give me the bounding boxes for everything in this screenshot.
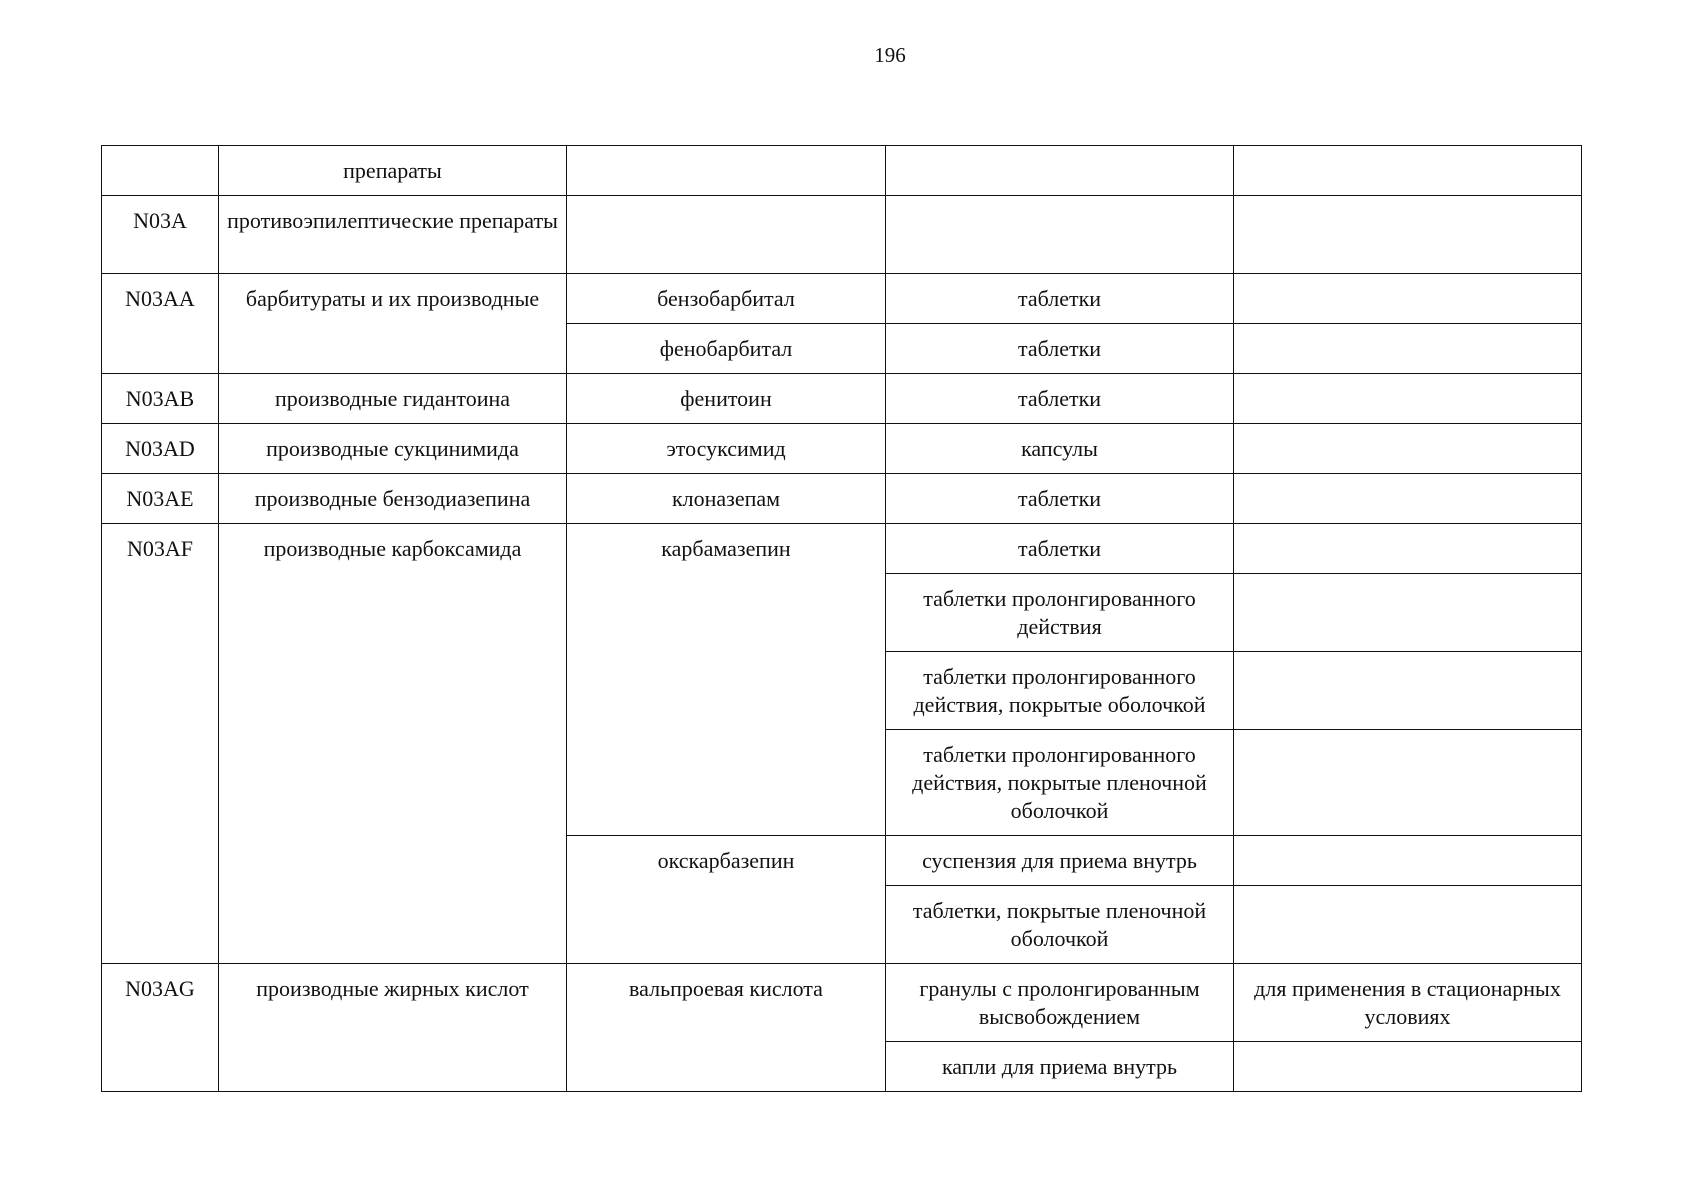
form-cell: таблетки пролонгированного действия <box>886 574 1234 652</box>
group-cell: производные карбоксамида <box>219 524 567 964</box>
note-cell <box>1234 474 1582 524</box>
drug-table <box>101 145 1582 1092</box>
substance-cell <box>567 196 886 274</box>
form-cell <box>886 196 1234 274</box>
note-cell <box>1234 324 1582 374</box>
form-cell: таблетки <box>886 524 1234 574</box>
page-number: 196 <box>874 43 906 67</box>
note-cell <box>1234 424 1582 474</box>
form-cell: таблетки <box>886 474 1234 524</box>
substance-cell: карбамазепин <box>567 524 886 836</box>
note-cell <box>1234 524 1582 574</box>
note-cell <box>1234 652 1582 730</box>
substance-cell: бензобарбитал <box>567 274 886 324</box>
group-cell: производные бензодиазепина <box>219 474 567 524</box>
atc-code-cell: N03AG <box>102 964 219 1092</box>
substance-cell: клоназепам <box>567 474 886 524</box>
table-row <box>102 274 1582 324</box>
form-cell: таблетки <box>886 274 1234 324</box>
note-cell <box>1234 730 1582 836</box>
table-row <box>102 964 1582 1042</box>
table-row <box>102 474 1582 524</box>
substance-cell: вальпроевая кислота <box>567 964 886 1092</box>
note-cell <box>1234 886 1582 964</box>
table-row <box>102 424 1582 474</box>
table-row <box>102 374 1582 424</box>
substance-cell: фенитоин <box>567 374 886 424</box>
table-row <box>102 196 1582 274</box>
group-cell: производные гидантоина <box>219 374 567 424</box>
note-cell <box>1234 1042 1582 1092</box>
form-cell: таблетки <box>886 374 1234 424</box>
note-cell <box>1234 374 1582 424</box>
table-row <box>102 146 1582 196</box>
group-cell: препараты <box>219 146 567 196</box>
form-cell: капсулы <box>886 424 1234 474</box>
form-cell <box>886 146 1234 196</box>
atc-code-cell: N03A <box>102 196 219 274</box>
substance-cell: фенобарбитал <box>567 324 886 374</box>
atc-code-cell: N03AE <box>102 474 219 524</box>
substance-cell <box>567 146 886 196</box>
group-cell: производные сукцинимида <box>219 424 567 474</box>
form-cell: таблетки, покрытые пленочной оболочкой <box>886 886 1234 964</box>
note-cell: для применения в стационарных условиях <box>1234 964 1582 1042</box>
atc-code-cell: N03AD <box>102 424 219 474</box>
atc-code-cell: N03AA <box>102 274 219 374</box>
note-cell <box>1234 836 1582 886</box>
group-cell: производные жирных кислот <box>219 964 567 1092</box>
form-cell: суспензия для приема внутрь <box>886 836 1234 886</box>
substance-cell: окскарбазепин <box>567 836 886 964</box>
note-cell <box>1234 574 1582 652</box>
atc-code-cell: N03AB <box>102 374 219 424</box>
group-cell: барбитураты и их производные <box>219 274 567 374</box>
form-cell: таблетки пролонгированного действия, покрытые пленочной оболочкой <box>886 730 1234 836</box>
table-row <box>102 524 1582 574</box>
note-cell <box>1234 196 1582 274</box>
form-cell: гранулы с пролонгированным высвобождением <box>886 964 1234 1042</box>
form-cell: таблетки пролонгированного действия, покрытые оболочкой <box>886 652 1234 730</box>
note-cell <box>1234 146 1582 196</box>
atc-code-cell <box>102 146 219 196</box>
form-cell: капли для приема внутрь <box>886 1042 1234 1092</box>
note-cell <box>1234 274 1582 324</box>
substance-cell: этосуксимид <box>567 424 886 474</box>
group-cell: противоэпилептические препараты <box>219 196 567 274</box>
form-cell: таблетки <box>886 324 1234 374</box>
atc-code-cell: N03AF <box>102 524 219 964</box>
